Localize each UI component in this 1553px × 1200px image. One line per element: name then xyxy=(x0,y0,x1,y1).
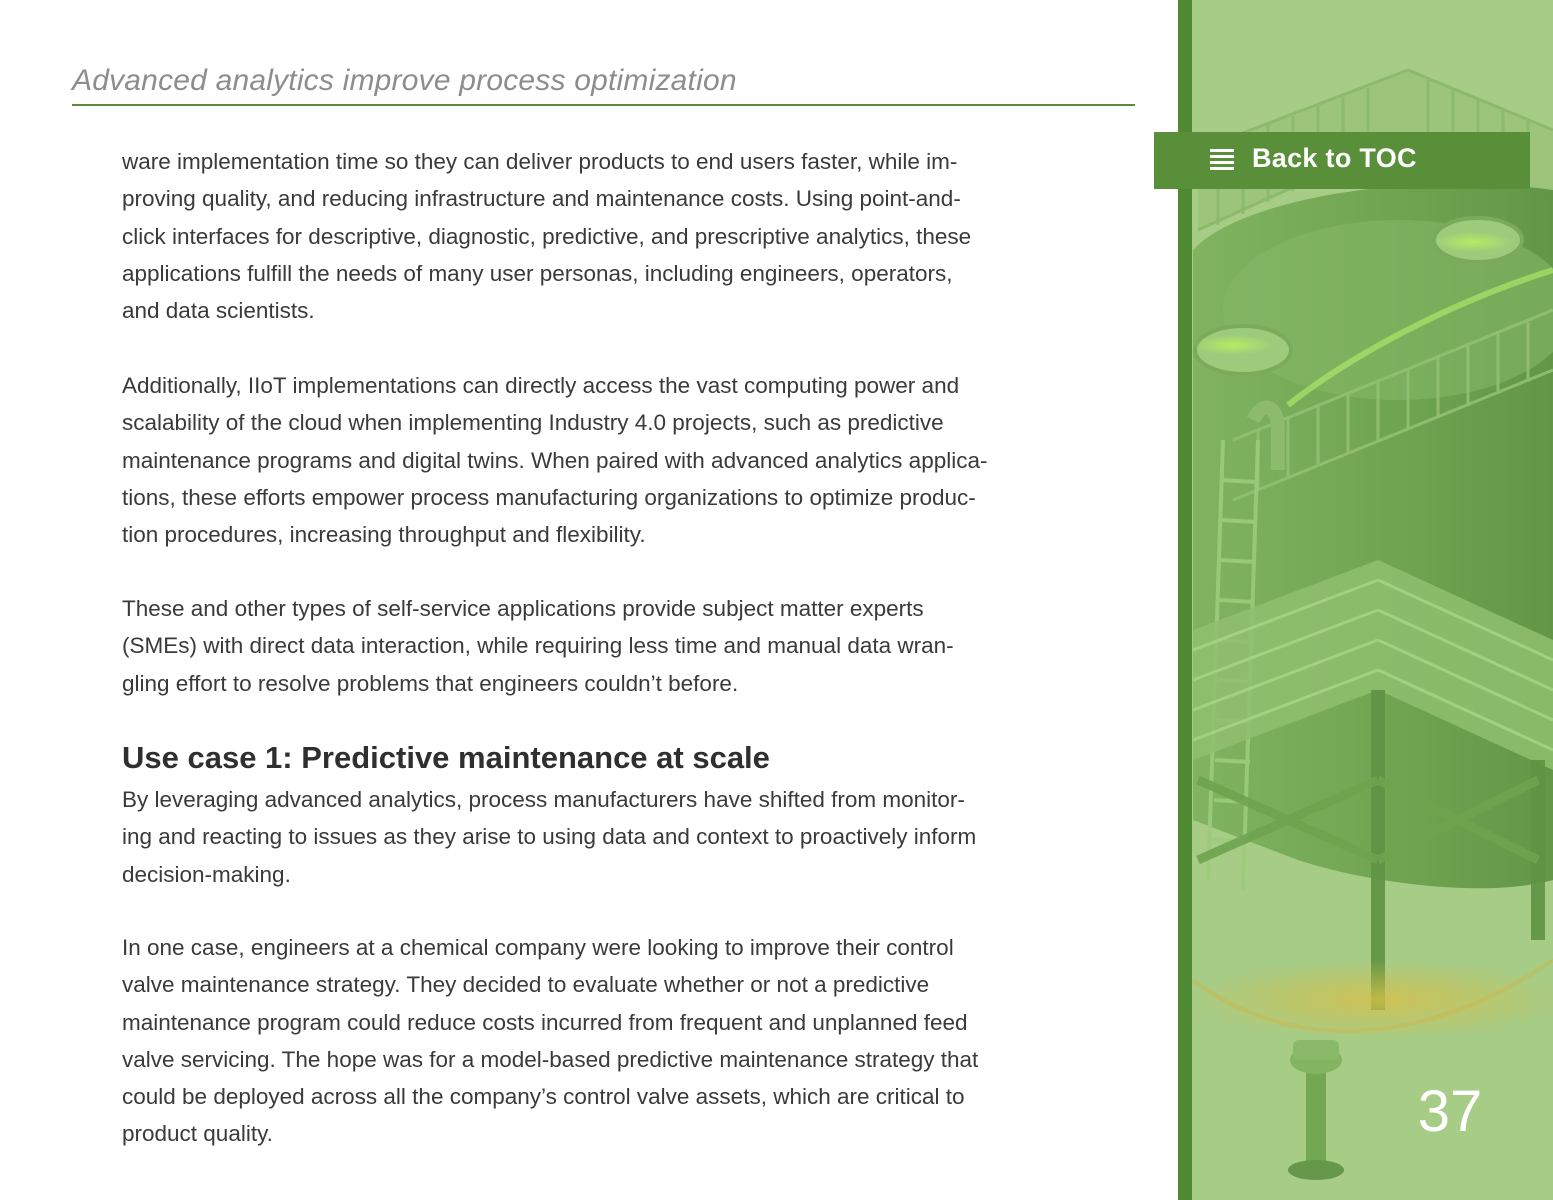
text-line: In one case, engineers at a chemical company were looking to improve their control xyxy=(122,935,954,960)
paragraph-3 xyxy=(122,590,1122,702)
section-heading: Use case 1: Predictive maintenance at scale xyxy=(122,740,770,775)
text-line: tion procedures, increasing throughput and flexibility. xyxy=(122,522,646,548)
text-line: (SMEs) with direct data interaction, while requiring less time and manual data wran- xyxy=(122,633,954,659)
text-line: These and other types of self-service applications provide subject matter experts xyxy=(122,596,924,621)
text-line: maintenance program could reduce costs incurred from frequent and unplanned feed xyxy=(122,1009,968,1035)
list-icon xyxy=(1210,149,1234,171)
paragraph-4 xyxy=(122,781,1122,893)
text-line: could be deployed across all the company’s control valve assets, which are critical to xyxy=(122,1084,965,1110)
text-line: and data scientists. xyxy=(122,298,315,324)
text-line: decision-making. xyxy=(122,861,291,887)
page-title: Advanced analytics improve process optimization xyxy=(72,64,737,97)
paragraph-1 xyxy=(122,143,1122,329)
back-to-toc-label: Back to TOC xyxy=(1252,143,1417,173)
paragraph-2 xyxy=(122,367,1122,553)
back-to-toc-button[interactable] xyxy=(1154,132,1530,189)
page-header xyxy=(72,62,1135,106)
text-line: proving quality, and reducing infrastructure and maintenance costs. Using point-and- xyxy=(122,186,961,212)
text-line: By leveraging advanced analytics, process manufacturers have shifted from monitor- xyxy=(122,787,965,812)
text-line: tions, these efforts empower process manufacturing organizations to optimize produc- xyxy=(122,484,976,510)
text-line: scalability of the cloud when implementing Industry 4.0 projects, such as predictive xyxy=(122,410,944,436)
text-line: applications fulfill the needs of many user personas, including engineers, operators, xyxy=(122,260,953,286)
text-line: click interfaces for descriptive, diagnostic, predictive, and prescriptive analytics, these xyxy=(122,223,972,249)
text-line: maintenance programs and digital twins. When paired with advanced analytics applica- xyxy=(122,447,988,473)
text-line: valve maintenance strategy. They decided to evaluate whether or not a predictive xyxy=(122,972,930,998)
text-line: product quality. xyxy=(122,1121,273,1147)
page-number: 37 xyxy=(1417,1079,1483,1144)
text-line: Additionally, IIoT implementations can directly access the vast computing power and xyxy=(122,373,960,398)
paragraph-5 xyxy=(122,929,1122,1153)
text-line: ing and reacting to issues as they arise to using data and context to proactively inform xyxy=(122,824,977,850)
text-line: ware implementation time so they can deliver products to end users faster, while im- xyxy=(122,149,958,174)
text-line: valve servicing. The hope was for a model-based predictive maintenance strategy that xyxy=(122,1046,979,1072)
text-line: gling effort to resolve problems that engineers couldn’t before. xyxy=(122,670,739,696)
